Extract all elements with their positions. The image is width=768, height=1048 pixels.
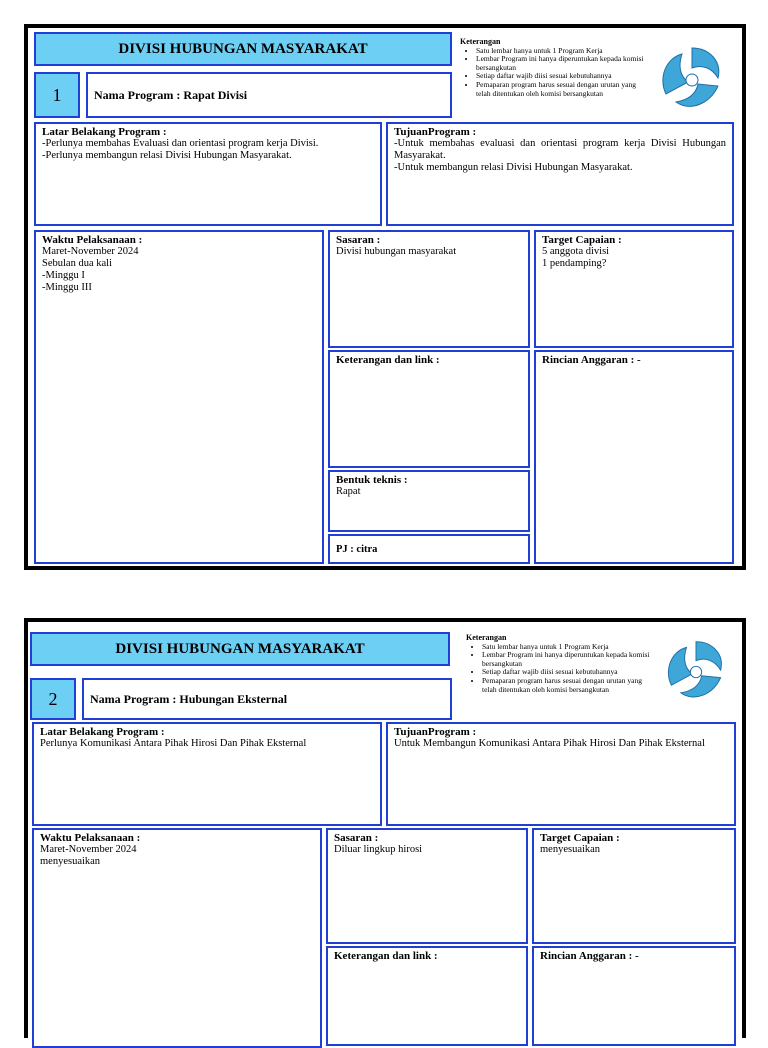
program-sheet-1: [24, 24, 746, 570]
target-line: 5 anggota divisi: [542, 246, 610, 257]
waktu-line: Sebulan dua kali: [42, 258, 112, 269]
tujuan-program-box: [386, 122, 734, 226]
sasaran-box: [326, 828, 528, 944]
waktu-line: Maret-November 2024: [40, 844, 137, 855]
division-title: DIVISI HUBUNGAN MASYARAKAT: [30, 632, 450, 666]
tujuan-program-label: TujuanProgram :: [394, 726, 477, 738]
sasaran-line: Divisi hubungan masyarakat: [336, 246, 457, 257]
bentuk-teknis-box: [328, 470, 530, 532]
sasaran-line: Diluar lingkup hirosi: [334, 844, 423, 855]
program-name: Nama Program : Rapat Divisi: [86, 72, 452, 118]
latar-belakang-box: [32, 722, 382, 826]
keterangan-item: • Satu lembar hanya untuk 1 Program Kerja: [482, 643, 656, 652]
waktu-label: Waktu Pelaksanaan :: [42, 234, 143, 246]
keterangan-link-box: [326, 946, 528, 1046]
waktu-line: -Minggu I: [42, 270, 85, 281]
target-capaian-box: [532, 828, 736, 944]
sasaran-label: Sasaran :: [336, 234, 381, 246]
rincian-anggaran-box: [534, 350, 734, 564]
keterangan-item: • Pemaparan program harus sesuai dengan urutan yang telah ditentukan oleh komisi bersangkutan: [476, 81, 650, 98]
waktu-line: menyesuaikan: [40, 856, 101, 867]
rincian-anggaran-label: Rincian Anggaran : -: [542, 354, 641, 366]
keterangan-item: • Lembar Program ini hanya diperuntukan kepada komisi bersangkutan: [476, 55, 650, 72]
keterangan-item: • Satu lembar hanya untuk 1 Program Kerja: [476, 47, 650, 56]
division-title: DIVISI HUBUNGAN MASYARAKAT: [34, 32, 452, 66]
waktu-pelaksanaan-box: [34, 230, 324, 564]
target-capaian-box: [534, 230, 734, 348]
waktu-pelaksanaan-box: [32, 828, 322, 1048]
target-label: Target Capaian :: [542, 234, 622, 246]
tujuan-program-line: Untuk Membangun Komunikasi Antara Pihak Hirosi Dan Pihak Eksternal: [394, 738, 705, 749]
organization-logo-icon: [658, 636, 734, 708]
latar-belakang-line: -Perlunya membangun relasi Divisi Hubungan Masyarakat.: [42, 150, 292, 161]
bentuk-teknis-label: Bentuk teknis :: [336, 474, 408, 486]
waktu-label: Waktu Pelaksanaan :: [40, 832, 141, 844]
tujuan-program-label: TujuanProgram :: [394, 126, 477, 138]
tujuan-program-box: [386, 722, 736, 826]
latar-belakang-box: [34, 122, 382, 226]
tujuan-program-line: -Untuk membangun relasi Divisi Hubungan Masyarakat.: [394, 162, 633, 173]
keterangan-title: Keterangan: [460, 37, 501, 46]
penanggung-jawab: PJ : citra: [328, 534, 530, 564]
keterangan-item: • Setiap daftar wajib diisi sesuai kebutuhannya: [476, 72, 650, 81]
keterangan-item: • Lembar Program ini hanya diperuntukan kepada komisi bersangkutan: [482, 651, 656, 668]
keterangan-notes: [460, 38, 650, 98]
latar-belakang-line: -Perlunya membahas Evaluasi dan orientasi program kerja Divisi.: [42, 138, 319, 149]
target-line: menyesuaikan: [540, 844, 601, 855]
program-name: Nama Program : Hubungan Eksternal: [82, 678, 452, 720]
keterangan-title: Keterangan: [466, 633, 507, 642]
latar-belakang-line: Perlunya Komunikasi Antara Pihak Hirosi Dan Pihak Eksternal: [40, 738, 307, 749]
program-sheet-2: [24, 618, 746, 1038]
rincian-anggaran-box: [532, 946, 736, 1046]
keterangan-link-label: Keterangan dan link :: [334, 950, 438, 962]
organization-logo-icon: [652, 42, 732, 118]
program-number: 2: [30, 678, 76, 720]
waktu-line: Maret-November 2024: [42, 246, 139, 257]
sasaran-box: [328, 230, 530, 348]
tujuan-program-line: -Untuk membahas evaluasi dan orientasi program kerja Divisi Hubungan Masyarakat.: [394, 138, 726, 161]
rincian-anggaran-label: Rincian Anggaran : -: [540, 950, 639, 962]
program-number: 1: [34, 72, 80, 118]
target-label: Target Capaian :: [540, 832, 620, 844]
bentuk-teknis-line: Rapat: [336, 486, 361, 497]
keterangan-notes: [466, 634, 656, 694]
sasaran-label: Sasaran :: [334, 832, 379, 844]
target-line: 1 pendamping?: [542, 258, 607, 269]
keterangan-link-label: Keterangan dan link :: [336, 354, 440, 366]
waktu-line: -Minggu III: [42, 282, 92, 293]
keterangan-item: • Pemaparan program harus sesuai dengan urutan yang telah ditentukan oleh komisi bersangkutan: [482, 677, 656, 694]
latar-belakang-label: Latar Belakang Program :: [40, 726, 165, 738]
keterangan-link-box: [328, 350, 530, 468]
latar-belakang-label: Latar Belakang Program :: [42, 126, 167, 138]
keterangan-item: • Setiap daftar wajib diisi sesuai kebutuhannya: [482, 668, 656, 677]
